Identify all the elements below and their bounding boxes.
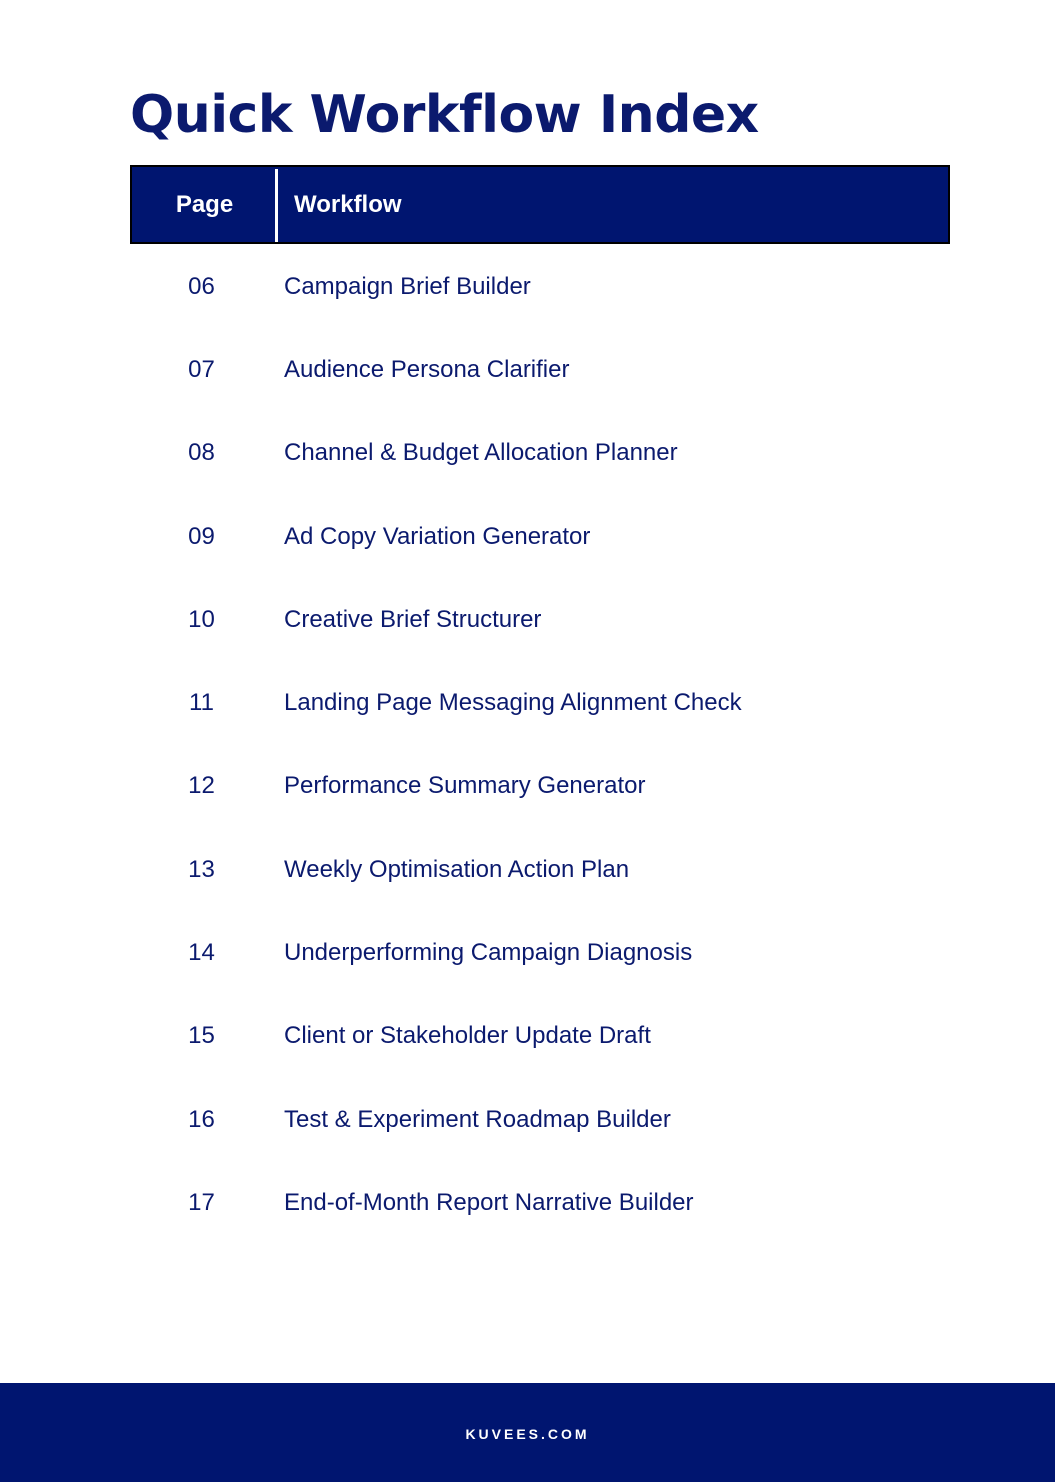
table-row: [130, 745, 950, 828]
row-workflow-name: Ad Copy Variation Generator: [284, 522, 591, 550]
table-row: [130, 1161, 950, 1244]
row-workflow-name: Test & Experiment Roadmap Builder: [284, 1105, 671, 1133]
row-workflow-name: Client or Stakeholder Update Draft: [284, 1022, 651, 1050]
row-page-number: 14: [188, 939, 215, 967]
header-page: Page: [175, 190, 234, 218]
table-row: [130, 578, 950, 661]
row-page-number: 15: [188, 1022, 215, 1050]
table-row: [130, 245, 950, 328]
row-page-number: 12: [188, 772, 215, 800]
table-row: [130, 495, 950, 578]
table-row: [130, 911, 950, 994]
row-page-number: 11: [189, 689, 214, 717]
table-row: [130, 412, 950, 495]
row-workflow-name: End-of-Month Report Narrative Builder: [284, 1188, 694, 1216]
row-page-number: 07: [188, 355, 215, 383]
header-workflow: Workflow: [294, 190, 402, 218]
row-page-number: 10: [188, 605, 215, 633]
footer-bar: [0, 1383, 1055, 1482]
row-workflow-name: Underperforming Campaign Diagnosis: [284, 939, 693, 967]
row-page-number: 06: [188, 272, 215, 300]
table-body: [130, 245, 950, 1245]
page-title: Quick Workflow Index: [130, 85, 759, 145]
row-workflow-name: Weekly Optimisation Action Plan: [284, 855, 630, 883]
table-row: [130, 828, 950, 911]
row-workflow-name: Audience Persona Clarifier: [284, 355, 570, 383]
row-workflow-name: Creative Brief Structurer: [284, 605, 542, 633]
row-page-number: 16: [188, 1105, 215, 1133]
row-workflow-name: Performance Summary Generator: [284, 772, 646, 800]
footer-site-link[interactable]: KUVEES.COM: [465, 1425, 590, 1442]
row-workflow-name: Landing Page Messaging Alignment Check: [284, 689, 742, 717]
table-row: [130, 1078, 950, 1161]
table-row: [130, 661, 950, 744]
row-workflow-name: Campaign Brief Builder: [284, 272, 531, 300]
row-workflow-name: Channel & Budget Allocation Planner: [284, 439, 678, 467]
table-row: [130, 328, 950, 411]
row-page-number: 08: [188, 439, 215, 467]
row-page-number: 09: [188, 522, 215, 550]
row-page-number: 17: [188, 1188, 215, 1216]
row-page-number: 13: [188, 855, 215, 883]
table-header: [130, 165, 950, 244]
workflow-index-table: [130, 165, 950, 1245]
table-row: [130, 995, 950, 1078]
